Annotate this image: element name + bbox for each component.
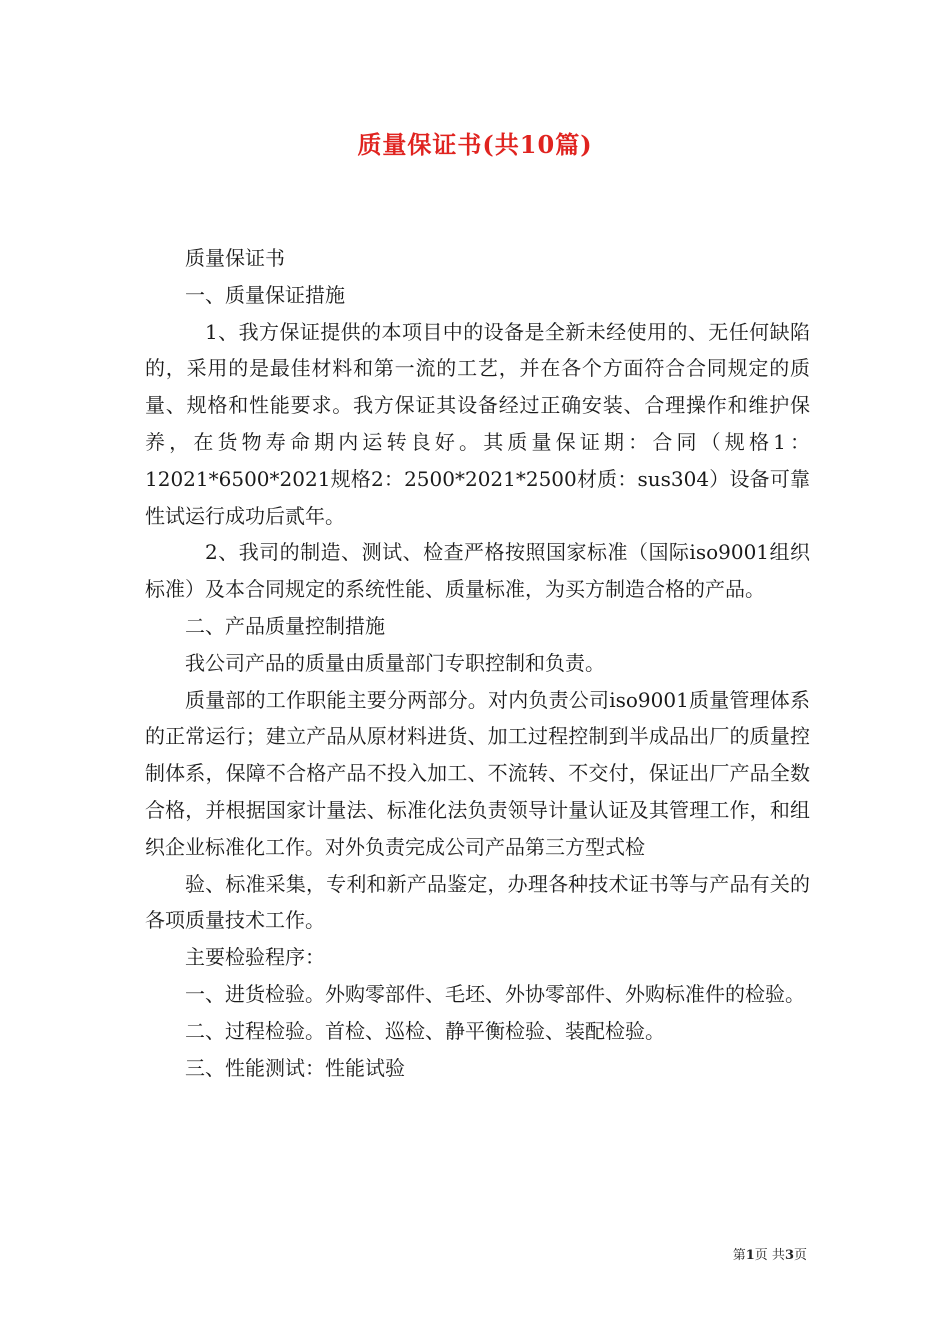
paragraph-incoming-inspection: 一、进货检验。外购零部件、毛坯、外协零部件、外购标准件的检验。	[185, 981, 805, 1006]
total-page-number: 3	[784, 1248, 794, 1263]
paragraph-external-duties: 验、标准采集，专利和新产品鉴定，办理各种技术证书等与产品有关的各项质量技术工作。	[145, 871, 810, 933]
paragraph-item-2: 2、我司的制造、测试、检查严格按照国家标准（国际iso9001组织标准）及本合同规定的系统性能、质量标准，为买方制造合格的产品。	[145, 540, 810, 602]
paragraph-performance-test: 三、性能测试：性能试验	[185, 1055, 405, 1080]
document-body	[145, 240, 810, 1086]
footer-prefix: 第	[732, 1248, 746, 1263]
paragraph-heading: 质量保证书	[185, 246, 285, 270]
paragraph-quality-department: 我公司产品的质量由质量部门专职控制和负责。	[185, 650, 605, 675]
paragraph-section-1: 一、质量保证措施	[185, 282, 345, 307]
footer-suffix: 页	[793, 1248, 807, 1263]
document-title: 质量保证书(共10篇)	[357, 130, 593, 159]
current-page-number: 1	[745, 1248, 755, 1263]
page-number-footer	[0, 1247, 807, 1265]
paragraph-inspection-procedure: 主要检验程序：	[185, 945, 325, 970]
paragraph-section-2: 二、产品质量控制措施	[185, 613, 385, 638]
footer-middle: 页 共	[754, 1248, 785, 1263]
paragraph-item-1: 1、我方保证提供的本项目中的设备是全新未经使用的、无任何缺陷的，采用的是最佳材料和第一流的工艺，并在各个方面符合合同规定的质量、规格和性能要求。我方保证其设备经过正确安装、合理操作和维护保养，在货物寿命期内运转良好。其质量保证期：合同（规格1：12021*6500*2021规格2：2500*2021*2500材质：sus304）设备可靠性试运行成功后贰年。	[145, 319, 810, 528]
paragraph-department-duties: 质量部的工作职能主要分两部分。对内负责公司iso9001质量管理体系的正常运行；建立产品从原材料进货、加工过程控制到半成品出厂的质量控制体系，保障不合格产品不投入加工、不流转、不交付，保证出厂产品全数合格，并根据国家计量法、标准化法负责领导计量认证及其管理工作，和组织企业标准化工作。对外负责完成公司产品第三方型式检	[145, 687, 810, 859]
paragraph-process-inspection: 二、过程检验。首检、巡检、静平衡检验、装配检验。	[185, 1018, 665, 1043]
